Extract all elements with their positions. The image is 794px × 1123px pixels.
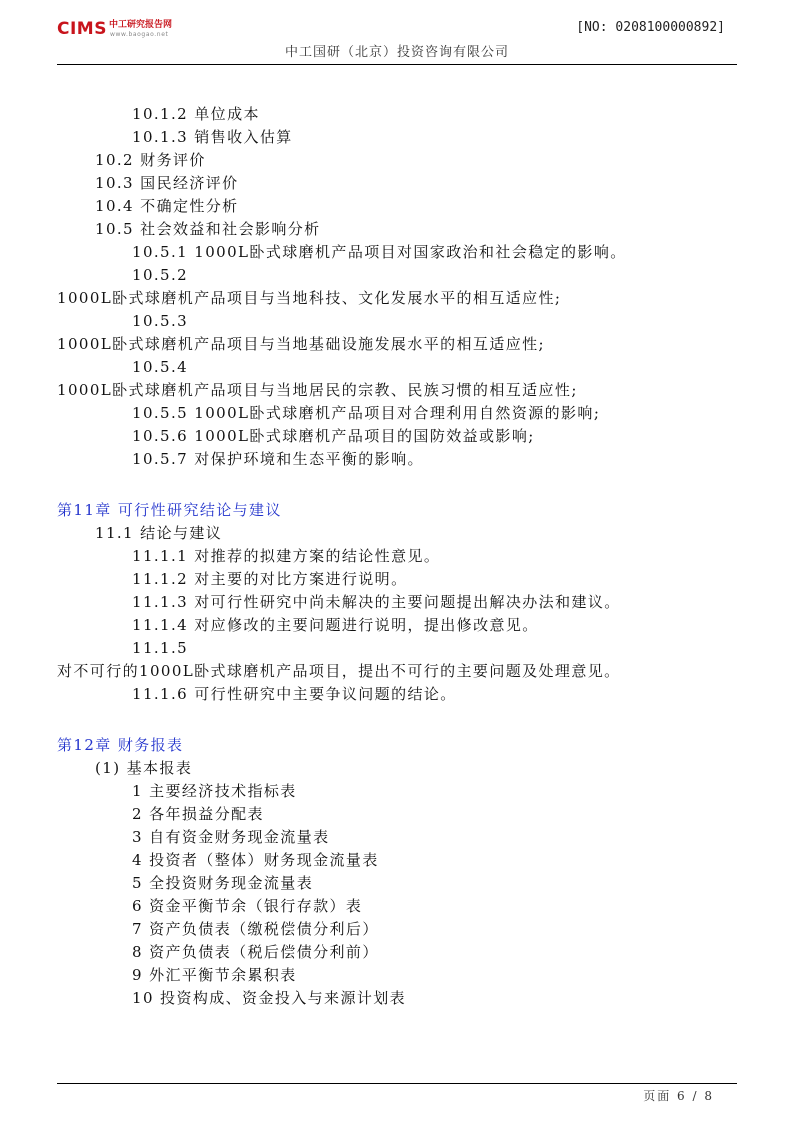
toc-line: 10.2 财务评价 [95, 151, 206, 169]
toc-line: 5 全投资财务现金流量表 [132, 874, 314, 892]
toc-line: 1 主要经济技术指标表 [132, 782, 297, 800]
toc-line: 11.1.1 对推荐的拟建方案的结论性意见。 [132, 547, 441, 565]
toc-line: (1) 基本报表 [95, 759, 193, 777]
toc-line: 11.1.2 对主要的对比方案进行说明。 [132, 570, 408, 588]
toc-line: 11.1.6 可行性研究中主要争议问题的结论。 [132, 685, 457, 703]
toc-line: 10.5 社会效益和社会影响分析 [95, 220, 321, 238]
toc-line: 10.5.6 1000L卧式球磨机产品项目的国防效益或影响; [132, 427, 535, 445]
toc-line: 3 自有资金财务现金流量表 [132, 828, 330, 846]
toc-line: 10.3 国民经济评价 [95, 174, 239, 192]
toc-line: 8 资产负债表（税后偿债分利前） [132, 943, 379, 961]
company-name: 中工国研（北京）投资咨询有限公司 [284, 45, 509, 60]
toc-line: 10.5.7 对保护环境和生态平衡的影响。 [132, 450, 424, 468]
toc-line: 对不可行的1000L卧式球磨机产品项目，提出不可行的主要问题及处理意见。 [57, 662, 621, 680]
logo-cn: 中工研究报告网 [109, 20, 173, 30]
page-number: 页面 6 / 8 [643, 1089, 714, 1103]
toc-line: 4 投资者（整体）财务现金流量表 [132, 851, 379, 869]
toc-line: 10.5.3 [132, 312, 189, 330]
header-divider [57, 64, 737, 65]
toc-line: 10.5.4 [132, 358, 189, 376]
toc-line: 7 资产负债表（缴税偿债分利后） [132, 920, 379, 938]
footer-divider [57, 1083, 737, 1084]
toc-line: 10 投资构成、资金投入与来源计划表 [132, 989, 407, 1007]
logo-url: www.baogao.net [110, 31, 169, 38]
toc-line: 6 资金平衡节余（银行存款）表 [132, 897, 363, 915]
toc-line: 10.4 不确定性分析 [95, 197, 239, 215]
toc-line: 10.1.2 单位成本 [132, 105, 260, 123]
toc-line: 10.5.5 1000L卧式球磨机产品项目对合理利用自然资源的影响; [132, 404, 601, 422]
toc-line: 2 各年损益分配表 [132, 805, 264, 823]
chapter-heading-12[interactable]: 第12章 财务报表 [57, 736, 184, 754]
toc-line: 11.1.4 对应修改的主要问题进行说明，提出修改意见。 [132, 616, 539, 634]
chapter-heading-11[interactable]: 第11章 可行性研究结论与建议 [57, 501, 282, 519]
toc-line: 10.5.2 [132, 266, 189, 284]
toc-line: 11.1.5 [132, 639, 189, 657]
toc-line: 10.5.1 1000L卧式球磨机产品项目对国家政治和社会稳定的影响。 [132, 243, 627, 261]
toc-line: 9 外汇平衡节余累积表 [132, 966, 297, 984]
toc-line: 1000L卧式球磨机产品项目与当地居民的宗教、民族习惯的相互适应性; [57, 381, 578, 399]
toc-line: 10.1.3 销售收入估算 [132, 128, 293, 146]
toc-line: 1000L卧式球磨机产品项目与当地基础设施发展水平的相互适应性; [57, 335, 545, 353]
cims-logo [57, 19, 177, 39]
document-number: [NO: 0208100000892] [576, 20, 725, 35]
logo-text: CIMS [57, 19, 107, 39]
toc-line: 1000L卧式球磨机产品项目与当地科技、文化发展水平的相互适应性; [57, 289, 562, 307]
toc-line: 11.1 结论与建议 [95, 524, 223, 542]
toc-line: 11.1.3 对可行性研究中尚未解决的主要问题提出解决办法和建议。 [132, 593, 621, 611]
